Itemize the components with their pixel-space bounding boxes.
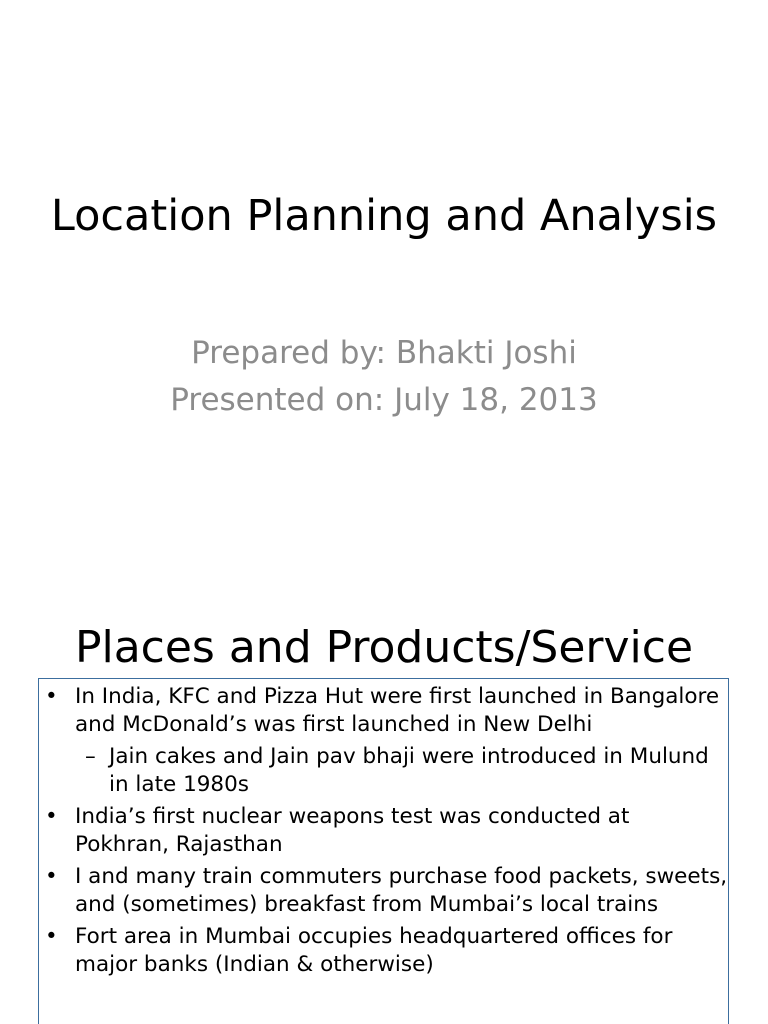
bullet-text: India’s first nuclear weapons test was conducted at Pokhran, Rajasthan bbox=[75, 804, 630, 857]
bullet-text: Fort area in Mumbai occupies headquartered offices for major banks (Indian & otherwise) bbox=[75, 924, 673, 977]
slide-title: Places and Products/Service bbox=[74, 622, 694, 673]
bullet-marker: • bbox=[45, 804, 58, 829]
bullet-item bbox=[39, 863, 728, 919]
presented-on-line: Presented on: July 18, 2013 bbox=[170, 382, 598, 418]
presentation-title: Location Planning and Analysis bbox=[50, 191, 718, 241]
bullet-marker: • bbox=[45, 864, 58, 889]
presentation-subtitle bbox=[0, 330, 768, 424]
bullet-item bbox=[39, 923, 728, 979]
bullet-item bbox=[39, 803, 728, 859]
bullet-marker: • bbox=[45, 924, 58, 949]
sub-bullet-item bbox=[39, 743, 728, 799]
bullet-marker: • bbox=[45, 684, 58, 709]
content-slide bbox=[0, 576, 768, 1024]
dash-marker: – bbox=[85, 744, 96, 769]
bullet-item bbox=[39, 683, 728, 739]
bullet-text: In India, KFC and Pizza Hut were first launched in Bangalore and McDonald’s was first launched in New Delhi bbox=[75, 684, 720, 737]
content-placeholder bbox=[38, 678, 729, 1024]
bullet-list bbox=[39, 679, 728, 979]
bullet-text: I and many train commuters purchase food packets, sweets, and (sometimes) breakfast from Mumbai’s local trains bbox=[75, 864, 728, 917]
prepared-by-line: Prepared by: Bhakti Joshi bbox=[191, 335, 577, 371]
bullet-text: Jain cakes and Jain pav bhaji were introduced in Mulund in late 1980s bbox=[109, 744, 709, 797]
